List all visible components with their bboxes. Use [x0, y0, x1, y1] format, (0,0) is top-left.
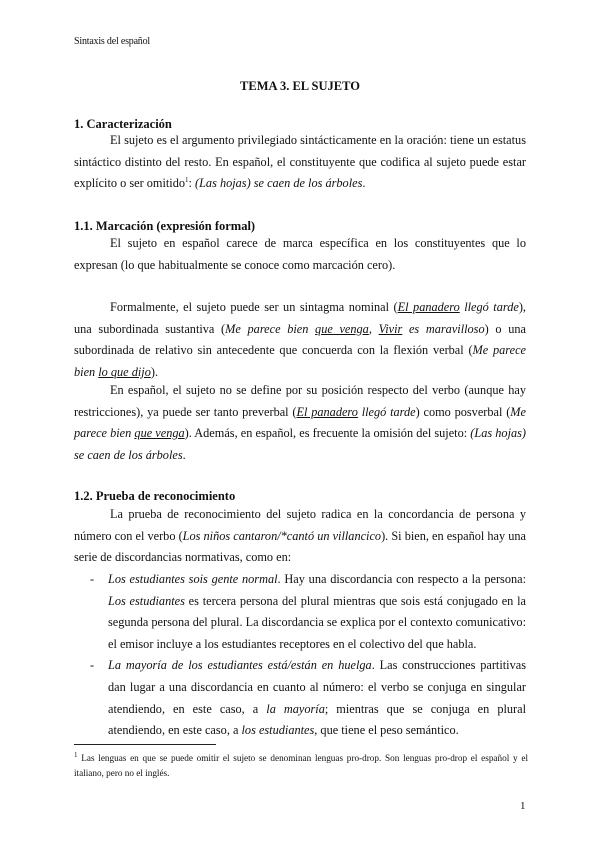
list-item: - Los estudiantes sois gente normal. Hay una discordancia con respecto a la persona: Los estudiantes es tercera persona del plural mientras que sois está conjugado en la segunda persona del plural. La discordancia se explica por el contexto comunicativo: el emisor incluye a los estudiantes receptores en el colectivo del que habla.: [90, 572, 526, 651]
paragraph-prueba: La prueba de reconocimiento del sujeto radica en la concordancia de persona y número con el verbo (Los niños cantaron/*cantó un villancico). Si bien, en español hay una serie de discordancias normativas, como en:: [74, 507, 526, 565]
running-header: Sintaxis del español: [74, 36, 150, 47]
paragraph-marcacion-3: En español, el sujeto no se define por su posición respecto del verbo (aunque hay restricciones), ya puede ser tanto preverbal (El panadero llegó tarde) como posverbal (Me parece bien que venga). Además, en español, es frecuente la omisión del sujeto: (Las hojas) se caen de los árboles.: [74, 383, 527, 462]
page-title: TEMA 3. EL SUJETO: [240, 79, 360, 93]
example: los estudiantes: [241, 723, 315, 738]
example: Me parece bien que venga: [74, 404, 526, 441]
discordance-list: [74, 569, 526, 742]
example: El panadero llegó tarde: [397, 300, 519, 314]
footnote-number: 1: [74, 750, 78, 759]
example: Los estudiantes: [108, 593, 185, 608]
footnote-ref[interactable]: 1: [185, 176, 189, 185]
example: El panadero llegó tarde: [296, 404, 416, 419]
example: Los niños cantaron/*cantó un villancico: [182, 528, 382, 543]
example: La mayoría de los estudiantes está/están en huelga: [108, 658, 372, 673]
example: Los estudiantes sois gente normal: [108, 572, 278, 586]
section-heading-caracterizacion: 1. Caracterización: [74, 117, 172, 131]
list-item: - La mayoría de los estudiantes está/están en huelga. Las construcciones partitivas dan lugar a una discordancia en cuanto al número: el verbo se conjuga en singular atendiendo, en este caso, a la mayoría; mientras que se conjuga en plural atendiendo, en este caso, a los estudiantes, que tiene el peso semántico.: [90, 658, 526, 738]
footnote: $^1$ Las lenguas en que se puede omitir el sujeto se denominan lenguas pro-drop. Son lenguas pro-drop el español y el italiano, pero no el inglés.: [74, 750, 528, 778]
section-heading-marcacion: 1.1. Marcación (expresión formal): [74, 219, 256, 233]
paragraph-marcacion-2: Formalmente, el sujeto puede ser un sintagma nominal (El panadero llegó tarde), una subordinada sustantiva (Me parece bien que venga, Vivir es maravilloso) o una subordinada de relativo sin antecedente que concuerda con la flexión verbal (Me parece bien lo que dijo).: [74, 300, 527, 379]
example: Me parece bien lo que dijo: [74, 343, 527, 379]
paragraph-caracterizacion: El sujeto es el argumento privilegiado sintácticamente en la oración: tiene un estatus sintáctico distinto del resto. En español, el constituyente que codifica al sujeto puede estar explícito o ser omitido$^1$: (Las hojas) se caen de los árboles.: [74, 133, 526, 191]
page-number: 1: [520, 800, 526, 812]
example: (Las hojas) se caen de los árboles: [195, 176, 363, 191]
footnote-divider: [74, 744, 216, 745]
example: Me parece bien que venga, Vivir es maravilloso: [225, 321, 485, 336]
section-heading-prueba: 1.2. Prueba de reconocimiento: [74, 489, 236, 503]
example: la mayoría: [266, 701, 325, 716]
example: (Las hojas) se caen de los árboles: [74, 426, 527, 462]
paragraph-marcacion-1: El sujeto en español carece de marca específica en los constituyentes que lo expresan (lo que habitualmente se conoce como marcación cero).: [74, 236, 526, 272]
